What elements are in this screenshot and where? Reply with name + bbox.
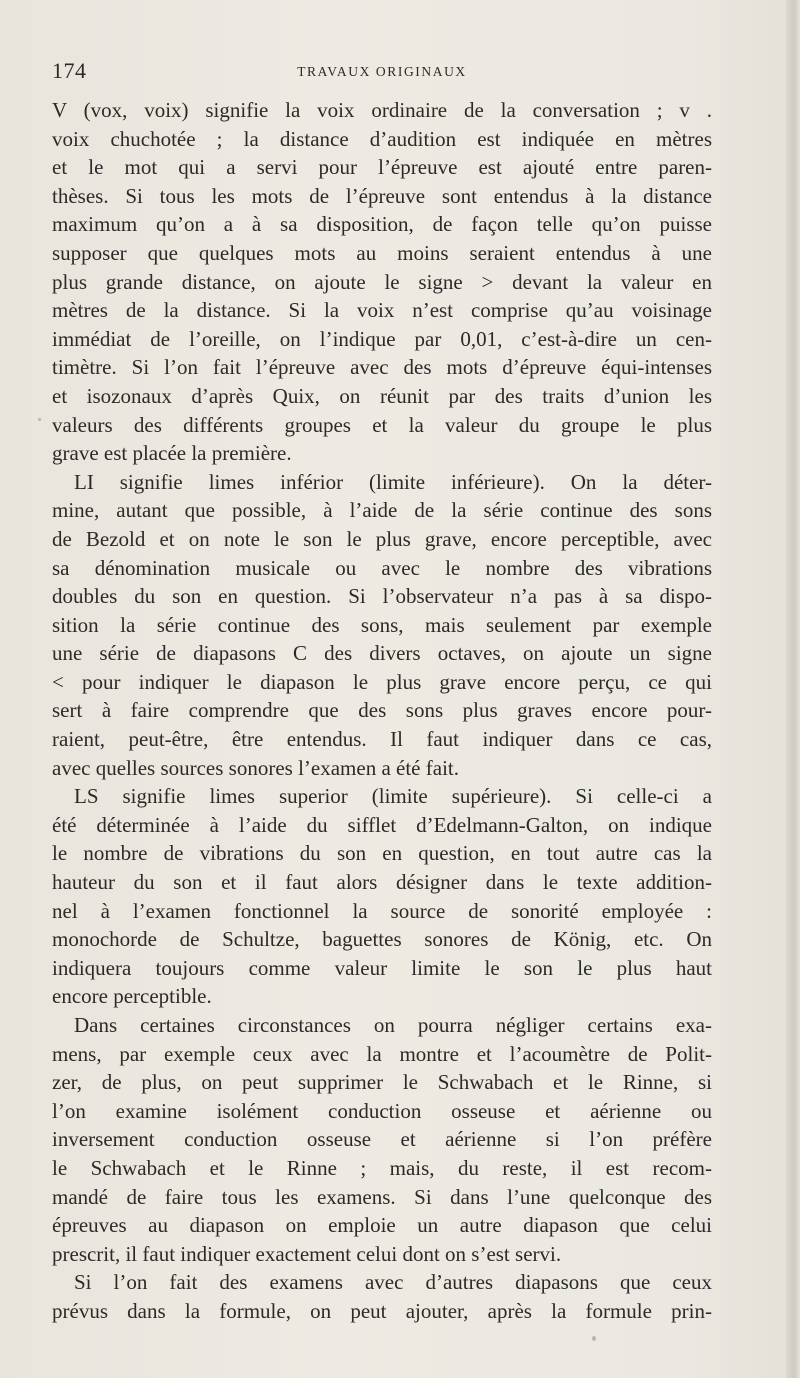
text-line: zer, de plus, on peut supprimer le Schwabach et le Rinne, si	[52, 1070, 712, 1095]
paper-speck	[592, 1336, 596, 1341]
text-line: valeurs des différents groupes et la valeur du groupe le plus	[52, 412, 712, 437]
text-line: hauteur du son et il faut alors désigner dans le texte addition-	[52, 870, 712, 895]
text-line: grave est placée la première.	[52, 441, 292, 466]
text-line: LS signifie limes superior (limite supérieure). Si celle-ci a	[74, 784, 712, 809]
text-line: nel à l’examen fonctionnel la source de sonorité employée :	[52, 898, 712, 923]
text-line: voix chuchotée ; la distance d’audition est indiquée en mètres	[52, 126, 712, 151]
text-line: Si l’on fait des examens avec d’autres diapasons que ceux	[74, 1270, 712, 1295]
text-line: plus grande distance, on ajoute le signe > devant la valeur en	[52, 269, 712, 294]
text-line: thèses. Si tous les mots de l’épreuve sont entendus à la distance	[52, 183, 712, 208]
text-line: maximum qu’on a à sa disposition, de façon telle qu’on puisse	[52, 212, 712, 237]
page-edge-shadow	[786, 0, 800, 1378]
text-line: mine, autant que possible, à l’aide de la série continue des sons	[52, 498, 712, 523]
text-line: une série de diapasons C des divers octaves, on ajoute un signe	[52, 641, 712, 666]
text-line: immédiat de l’oreille, on l’indique par 0,01, c’est-à-dire un cen-	[52, 326, 712, 351]
text-line: raient, peut-être, être entendus. Il faut indiquer dans ce cas,	[52, 727, 712, 752]
text-line: été déterminée à l’aide du sifflet d’Edelmann-Galton, on indique	[52, 812, 712, 837]
text-line: V (vox, voix) signifie la voix ordinaire de la conversation ; v .	[52, 98, 712, 122]
text-line: et isozonaux d’après Quix, on réunit par des traits d’union les	[52, 383, 712, 408]
text-line: le Schwabach et le Rinne ; mais, du reste, il est recom-	[52, 1155, 712, 1180]
text-line: indiquera toujours comme valeur limite le son le plus haut	[52, 955, 712, 980]
text-line: mens, par exemple ceux avec la montre et l’acoumètre de Polit-	[52, 1041, 712, 1066]
text-line: supposer que quelques mots au moins seraient entendus à une	[52, 240, 712, 265]
text-line: < pour indiquer le diapason le plus grave encore perçu, ce qui	[52, 669, 712, 694]
text-line: de Bezold et on note le son le plus grave, encore perceptible, avec	[52, 526, 712, 551]
text-line: épreuves au diapason on emploie un autre diapason que celui	[52, 1213, 712, 1238]
text-line: avec quelles sources sonores l’examen a été fait.	[52, 755, 459, 780]
text-line: mètres de la distance. Si la voix n’est comprise qu’au voisinage	[52, 298, 712, 323]
text-line: prévus dans la formule, on peut ajouter, après la formule prin-	[52, 1298, 712, 1323]
text-line: inversement conduction osseuse et aérienne si l’on préfère	[52, 1127, 712, 1152]
page-header	[52, 58, 762, 88]
text-line: et le mot qui a servi pour l’épreuve est ajouté entre paren-	[52, 155, 712, 180]
body-text	[52, 96, 712, 1326]
page-number: 174	[52, 58, 87, 83]
text-line: l’on examine isolément conduction osseuse et aérienne ou	[52, 1098, 712, 1123]
text-line: le nombre de vibrations du son en question, en tout autre cas la	[52, 841, 712, 866]
text-line: doubles du son en question. Si l’observateur n’a pas à sa dispo-	[52, 584, 712, 609]
text-line: encore perceptible.	[52, 984, 212, 1009]
running-head: TRAVAUX ORIGINAUX	[297, 64, 467, 79]
paper-speck	[38, 418, 41, 421]
text-line: LI signifie limes inférior (limite inférieure). On la déter-	[74, 469, 712, 494]
text-line: mandé de faire tous les examens. Si dans l’une quelconque des	[52, 1184, 712, 1209]
text-line: sa dénomination musicale ou avec le nombre des vibrations	[52, 555, 712, 580]
text-line: timètre. Si l’on fait l’épreuve avec des mots d’épreuve équi-intenses	[52, 355, 712, 380]
text-line: sert à faire comprendre que des sons plus graves encore pour-	[52, 698, 712, 723]
text-line: sition la série continue des sons, mais seulement par exemple	[52, 612, 712, 637]
text-line: monochorde de Schultze, baguettes sonores de König, etc. On	[52, 927, 712, 952]
text-line: prescrit, il faut indiquer exactement celui dont on s’est servi.	[52, 1241, 562, 1266]
text-line: Dans certaines circonstances on pourra négliger certains exa-	[74, 1013, 712, 1037]
